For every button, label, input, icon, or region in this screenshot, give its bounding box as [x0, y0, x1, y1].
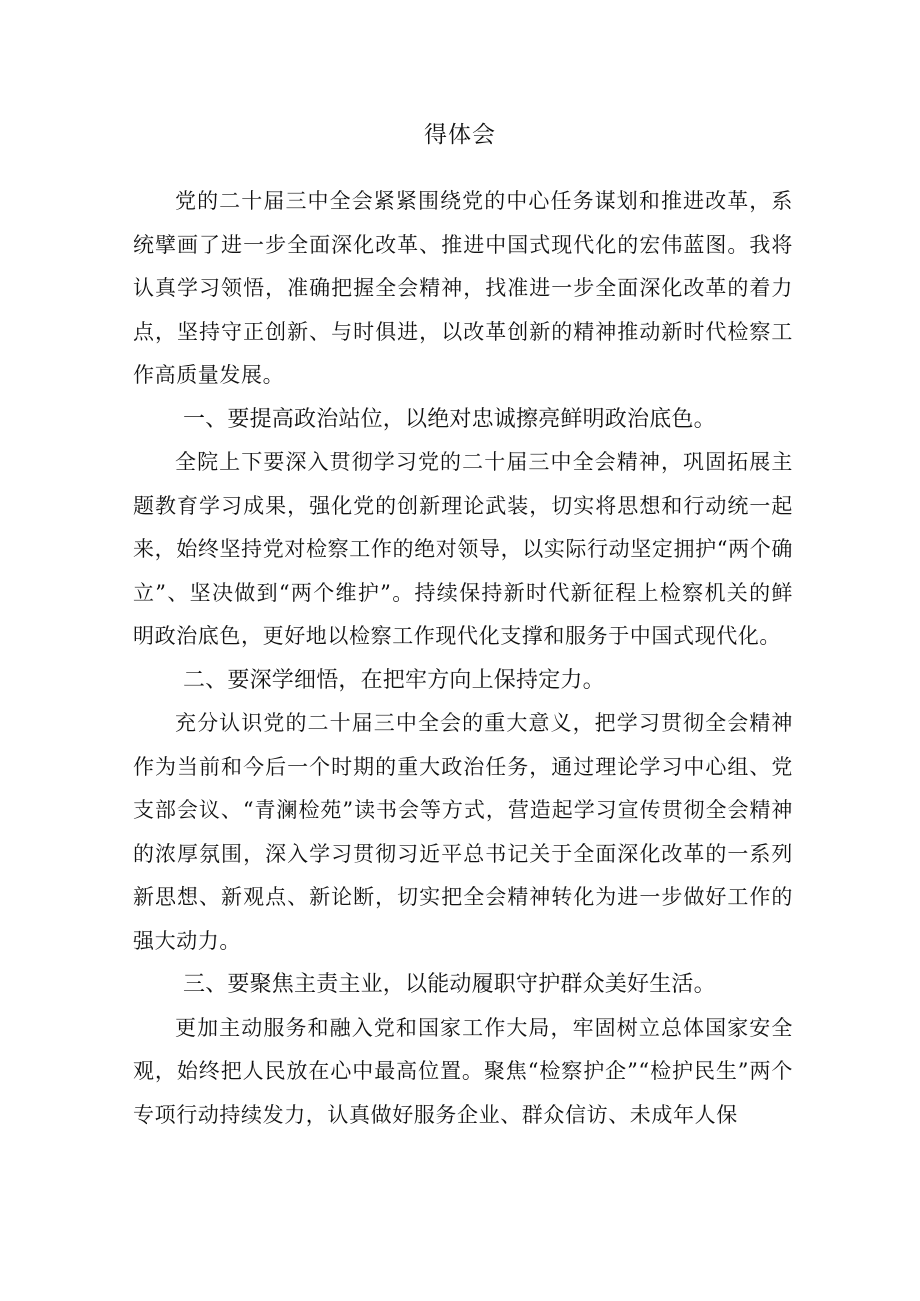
section-1-heading: 一、要提高政治站位，以绝对忠诚擦亮鲜明政治底色。 — [183, 406, 716, 432]
section-2-heading: 二、要深学细悟，在把牢方向上保持定力。 — [183, 667, 605, 693]
section-3-heading: 三、要聚焦主责主业，以能动履职守护群众美好生活。 — [183, 972, 716, 997]
section-2-paragraph: 充分认识党的二十届三中全会的重大意义，把学习贯彻全会精神作为当前和今后一个时期的重大政治任务，通过理论学习中心组、党支部会议、“青澜检苑”读书会等方式，营造起学习宣传贯彻全会精神的浓厚氛围，深入学习贯彻习近平总书记关于全面深化改革的一系列新思想、新观点、新论断，切实把全会精神转化为进一步做好工作的强大动力。 — [133, 711, 793, 953]
section-1-paragraph: 全院上下要深入贯彻学习党的二十届三中全会精神，巩固拓展主题教育学习成果，强化党的创新理论武装，切实将思想和行动统一起来，始终坚持党对检察工作的绝对领导，以实际行动坚定拥护“两个确立”、坚决做到“两个维护”。持续保持新时代新征程上检察机关的鲜明政治底色，更好地以检察工作现代化支撑和服务于中国式现代化。 — [133, 450, 793, 648]
document-body — [133, 180, 793, 1137]
document-title: 得体会 — [424, 122, 496, 148]
intro-paragraph: 党的二十届三中全会紧紧围绕党的中心任务谋划和推进改革，系统擘画了进一步全面深化改革、推进中国式现代化的宏伟蓝图。我将认真学习领悟，准确把握全会精神，找准进一步全面深化改革的着力点，坚持守正创新、与时俱进，以改革创新的精神推动新时代检察工作高质量发展。 — [133, 189, 793, 387]
section-3-paragraph: 更加主动服务和融入党和国家工作大局，牢固树立总体国家安全观，始终把人民放在心中最高位置。聚焦“检察护企”“检护民生”两个专项行动持续发力，认真做好服务企业、群众信访、未成年人保 — [133, 1015, 793, 1127]
